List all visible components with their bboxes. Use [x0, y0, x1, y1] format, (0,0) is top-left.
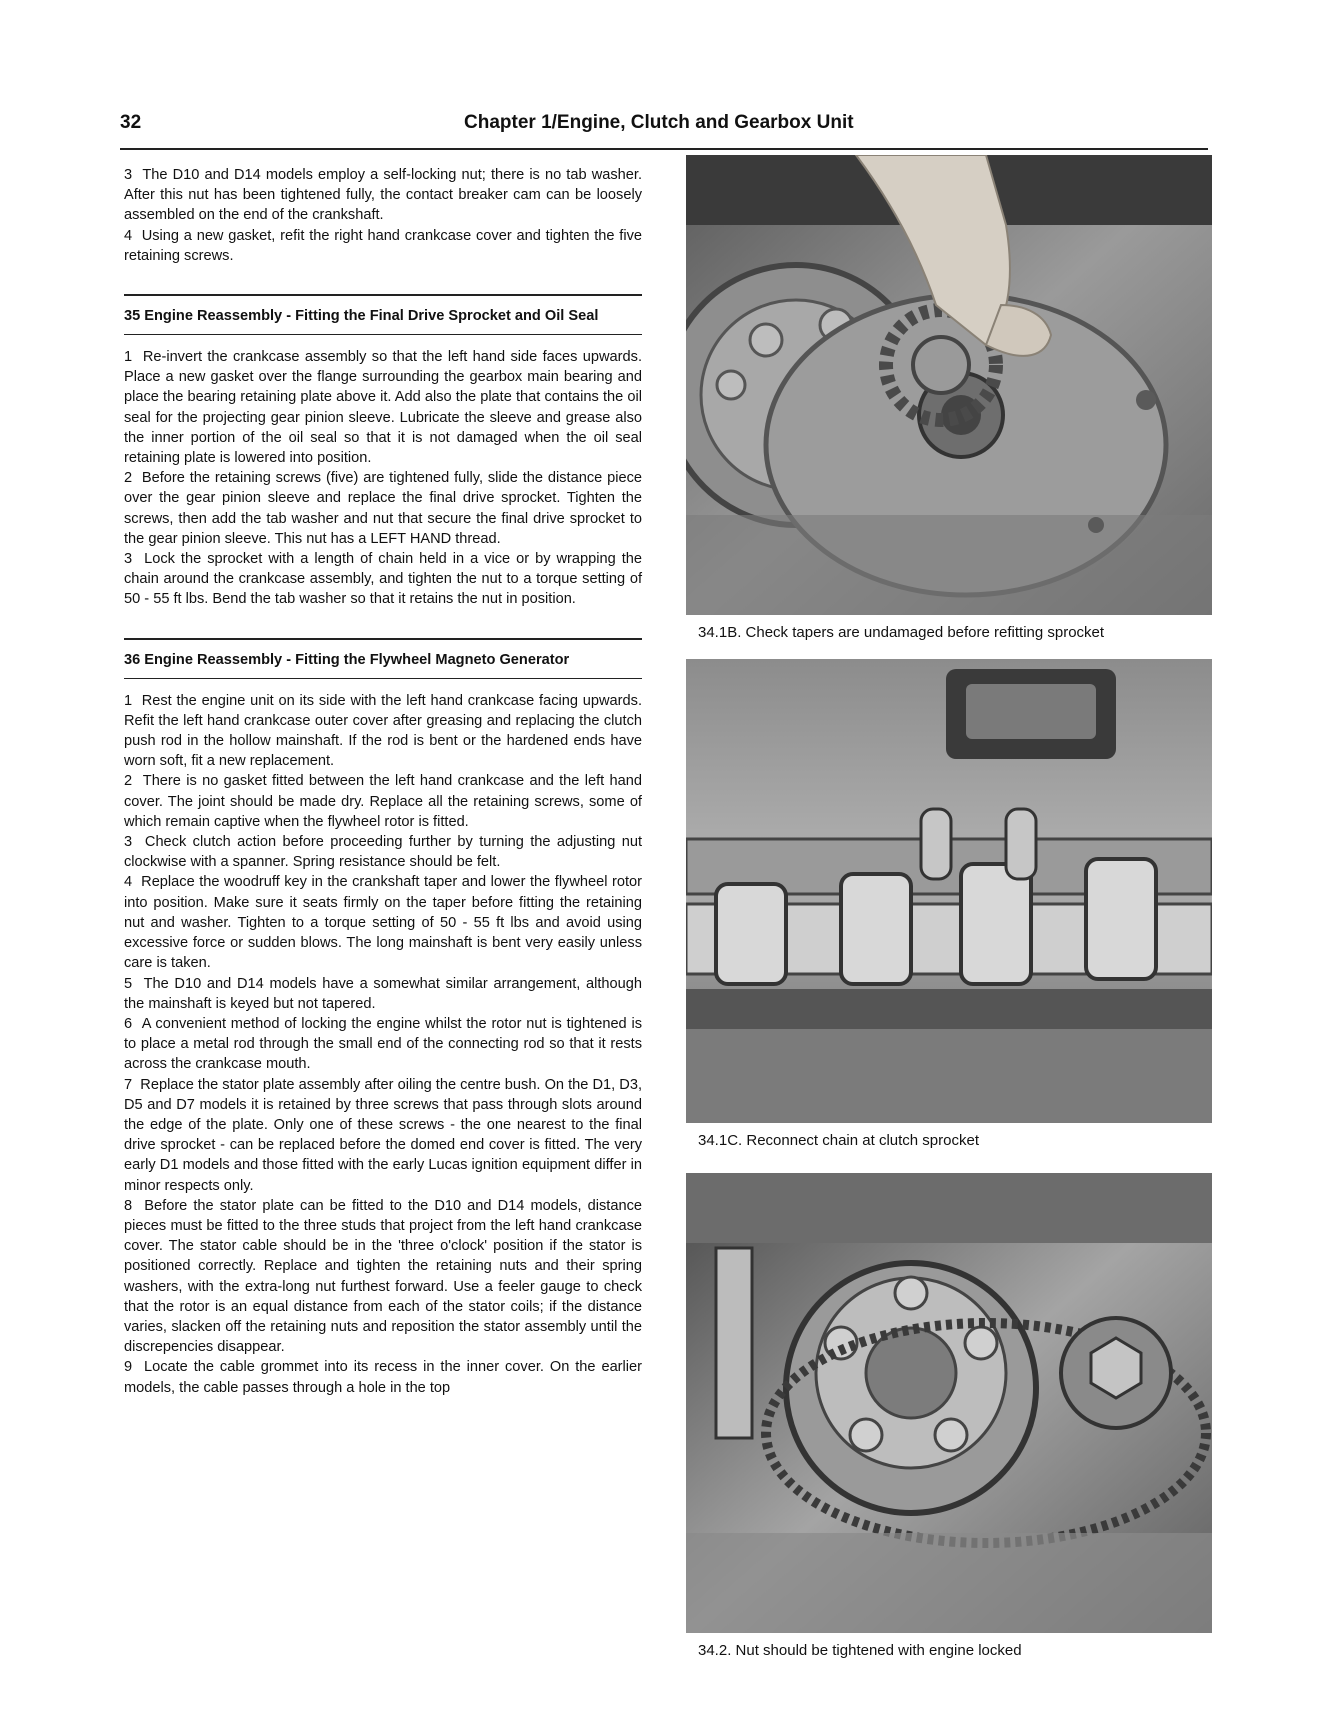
- figure-34-1b: [686, 155, 1212, 643]
- paragraph: 4 Replace the woodruff key in the crankshaft taper and lower the flywheel rotor into position. Make sure it seats firmly on the taper before fitting the retaining nut and washer. Tighten to a torque setting of 50 - 55 ft lbs and avoid using excessive force or sudden blows. The long mainshaft is bent very easily unless care is taken.: [124, 874, 643, 972]
- chapter-title: Chapter 1/Engine, Clutch and Gearbox Unit: [464, 112, 854, 133]
- paragraph: 5 The D10 and D14 models have a somewhat similar arrangement, although the mainshaft is keyed but not tapered.: [124, 975, 643, 1012]
- section-35: [124, 294, 642, 610]
- paragraph: 3 Lock the sprocket with a length of chain held in a vice or by wrapping the chain around the crankcase assembly, and tighten the nut to a torque setting of 50 - 55 ft lbs. Bend the tab washer so that it retains the nut in position.: [124, 551, 642, 608]
- paragraph: 8 Before the stator plate can be fitted to the D10 and D14 models, distance pieces must be fitted to the three studs that project from the left hand crankcase cover. The stator cable should be in the 'three o'clock' position if the stator is positioned correctly. Replace and tighten the retaining nuts and their spring washers, with the extra-long nut furthest forward. Use a feeler gauge to check that the rotor is an equal distance from each of the stator coils; if the distance varies, slacken off the retaining nuts and reposition the stator assembly until the discrepencies disappear.: [124, 1197, 642, 1356]
- figure-34-1c: [686, 659, 1212, 1151]
- paragraph: 3 The D10 and D14 models employ a self-locking nut; there is no tab washer. After this nut has been tightened fully, the contact breaker cam can be loosely assembled on the end of the crankshaft.: [124, 167, 643, 224]
- intro-paragraphs: [124, 165, 642, 266]
- section-36: [124, 638, 642, 1398]
- paragraph: 3 Check clutch action before proceeding further by turning the adjusting nut clockwise with a spanner. Spring resistance should be felt.: [124, 834, 643, 871]
- paragraph: 7 Replace the stator plate assembly after oiling the centre bush. On the D1, D3, D5 and D7 models it is retained by three screws that pass through slots around the edge of the plate. Only one of these screws - the one nearest to the final drive sprocket - can be replaced before the domed end cover is fitted. The very early D1 models and those fitted with the early Lucas ignition equipment differ in minor respects only.: [124, 1076, 643, 1194]
- paragraph: 2 Before the retaining screws (five) are tightened fully, slide the distance piece over the gear pinion sleeve and replace the final drive sprocket. Tighten the screws, then add the tab washer and nut that secure the final drive sprocket to the gear pinion sleeve. This nut has a LEFT HAND thread.: [124, 470, 642, 547]
- figure-34-2: [686, 1173, 1212, 1661]
- chain-photo: [686, 659, 1212, 1123]
- figure-caption: 34.1B. Check tapers are undamaged before refitting sprocket: [698, 624, 1105, 641]
- paragraph: 1 Rest the engine unit on its side with the left hand crankcase facing upwards. Refit the left hand crankcase outer cover after greasing and replacing the clutch push rod in the hollow mainshaft. If the rod is bent or the hardened ends have worn soft, fit a new replacement.: [124, 692, 642, 770]
- text-column: [124, 165, 642, 1665]
- section-heading: 36 Engine Reassembly - Fitting the Flywheel Magneto Generator: [124, 638, 642, 679]
- sprocket-photo: [686, 155, 1212, 615]
- paragraph: 1 Re-invert the crankcase assembly so that the left hand side faces upwards. Place a new gasket over the flange surrounding the gearbox main bearing and place the bearing retaining plate above it. Add also the plate that contains the oil seal for the projecting gear pinion sleeve. Lubricate the sleeve and grease also the inner portion of the oil seal so that it is not damaged when the oil seal retaining plate is lowered into position.: [124, 349, 643, 467]
- paragraph: 6 A convenient method of locking the engine whilst the rotor nut is tightened is to place a metal rod through the small end of the connecting rod so that it rests across the crankcase mouth.: [124, 1015, 642, 1073]
- page-number: 32: [120, 112, 142, 133]
- page-header: [120, 108, 1208, 150]
- figure-caption: 34.1C. Reconnect chain at clutch sprocket: [698, 1132, 979, 1149]
- clutch-photo: [686, 1173, 1212, 1633]
- paragraph: 2 There is no gasket fitted between the left hand crankcase and the left hand cover. The joint should be made dry. Replace all the retaining screws, some of which remain captive when the flywheel rotor is fitted.: [124, 773, 642, 830]
- paragraph: 9 Locate the cable grommet into its recess in the inner cover. On the earlier models, the cable passes through a hole in the top: [124, 1359, 643, 1396]
- paragraph: 4 Using a new gasket, refit the right hand crankcase cover and tighten the five retaining screws.: [124, 227, 643, 264]
- section-heading: 35 Engine Reassembly - Fitting the Final Drive Sprocket and Oil Seal: [124, 294, 642, 335]
- figure-caption: 34.2. Nut should be tightened with engine locked: [698, 1642, 1022, 1659]
